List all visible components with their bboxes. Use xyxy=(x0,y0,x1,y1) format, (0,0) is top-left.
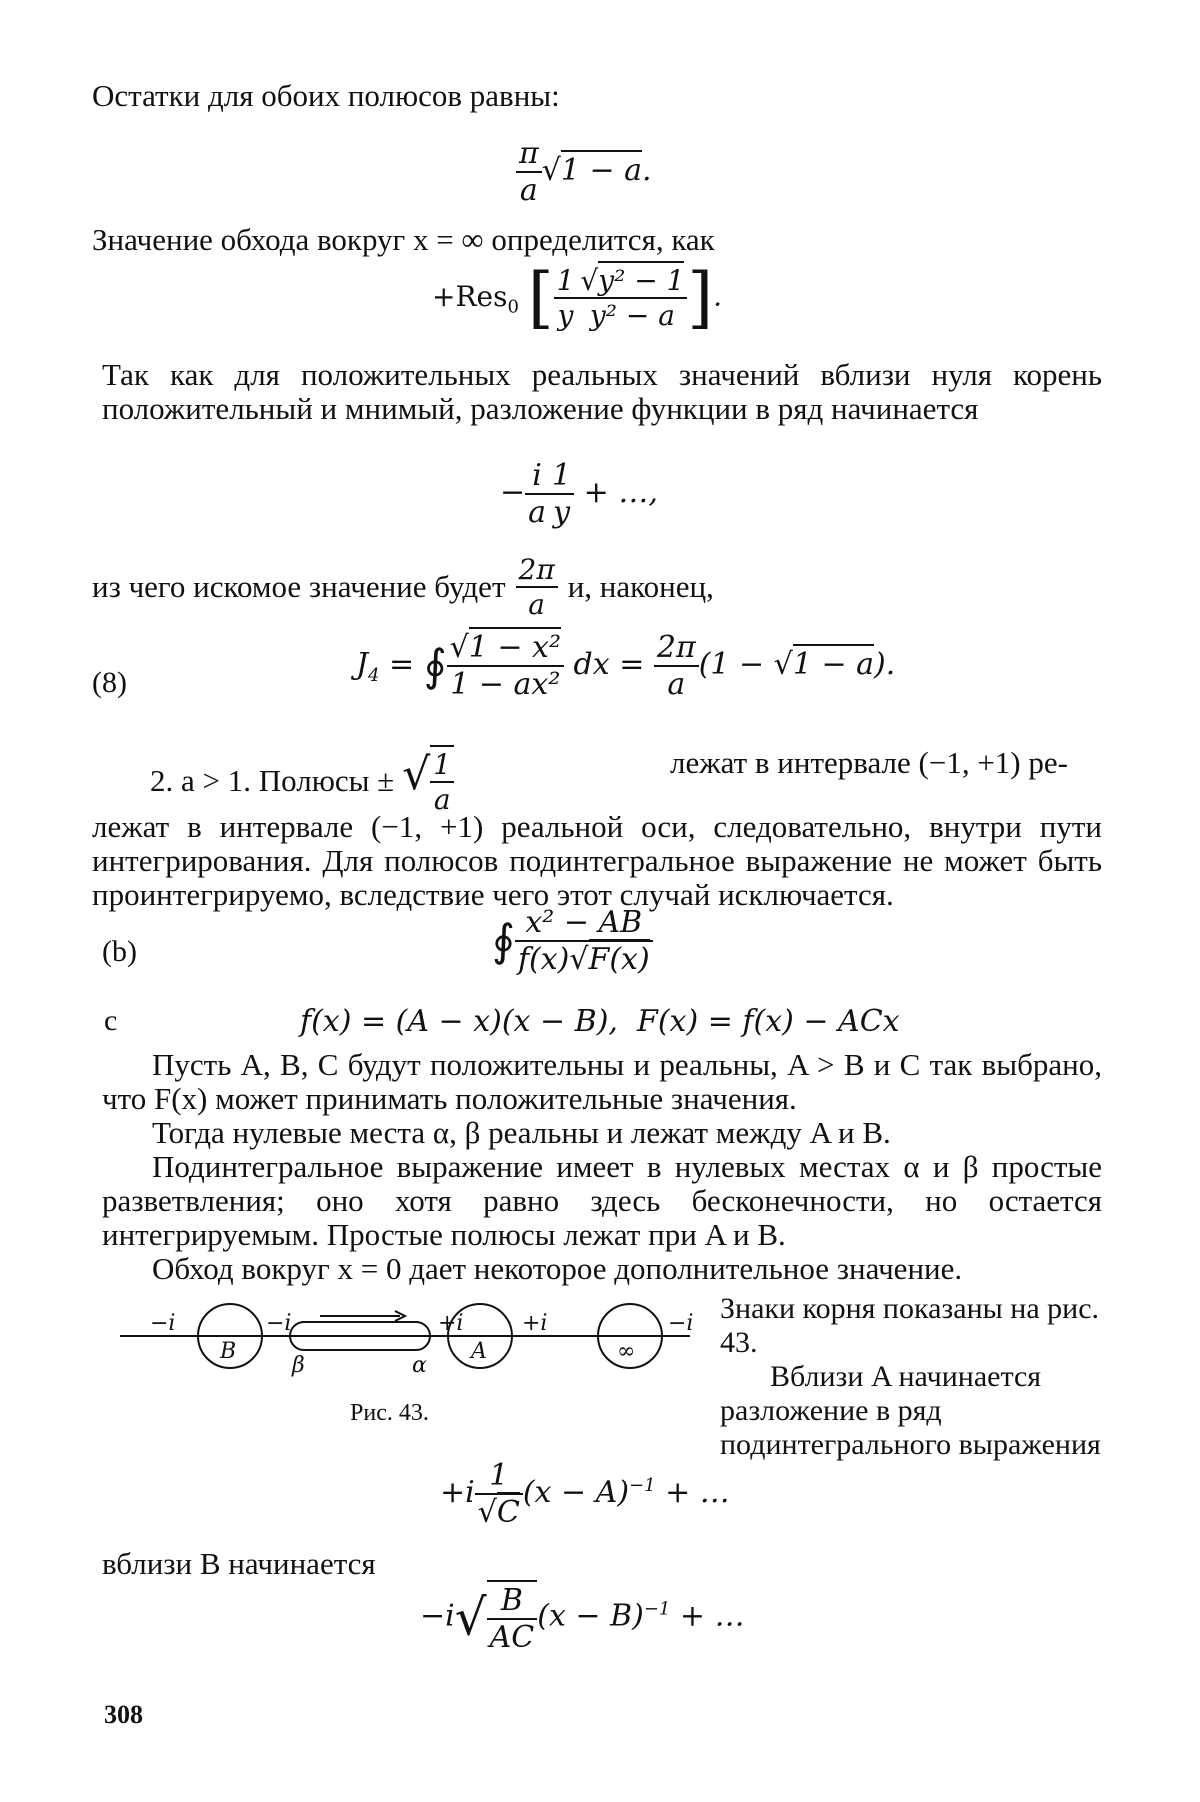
paragraph-zeros: Тогда нулевые места α, β реальны и лежат между A и B. xyxy=(152,1115,891,1150)
figure-sign-2: −i xyxy=(266,1311,292,1336)
figure-sign-4: +i xyxy=(522,1311,548,1336)
figure-node-a: A xyxy=(471,1339,487,1364)
paragraph-case-2-start: 2. a > 1. Полюсы ± √ $\frac{1}{a}$ xyxy=(150,745,462,816)
paragraph-signs: Знаки корня показаны на рис. 43. xyxy=(720,1292,1100,1359)
paragraph-result: из чего искомое значение будет $\frac{2\pi}{a}$ и, наконец, xyxy=(92,553,714,621)
equation-number-8: (8) xyxy=(92,666,127,699)
figure-node-b: B xyxy=(220,1339,237,1364)
figure-caption: Рис. 43. xyxy=(350,1400,429,1426)
formula-residue: $\frac{\pi}{a}$ √1 − a. xyxy=(516,136,652,208)
page-number: 308 xyxy=(104,1700,143,1729)
formula-near-b: −i√ $\frac{B}{AC}$ $(x - B)^{-1}$ + … xyxy=(420,1580,745,1655)
paragraph-residues: Остатки для обоих полюсов равны: xyxy=(92,78,560,113)
paragraph-contour-zero: Обход вокруг x = 0 дает некоторое дополнительное значение. xyxy=(152,1251,963,1286)
case-2-text: 2. a > 1. Полюсы ± xyxy=(150,762,395,798)
formula-near-a: +i $\frac{1}{√C}$ $(x - A)^{-1}$ + … xyxy=(440,1458,730,1530)
paragraph-case-2: лежат в интервале (−1, +1) реальной оси, следовательно, внутри пути интегрирования. Для полюсов подинтегральное выражение не может быть проинтегрируемо, вследствие чего этот случай исключается. xyxy=(92,809,1102,912)
equation-label-b: (b) xyxy=(102,935,137,968)
paragraph-near-a: Вблизи A начинается разложение в ряд подинтегрального выражения xyxy=(720,1360,1101,1461)
result-text: из чего искомое значение будет xyxy=(92,569,506,604)
formula-expansion: − $\frac{i}{a}$ $\frac{1}{y}$ + …, xyxy=(500,458,658,530)
paragraph-expansion: Так как для положительных реальных значений вблизи нуля корень положительный и мнимый, разложение функции в ряд начинается xyxy=(102,357,1102,426)
paragraph-branching: Подинтегральное выражение имеет в нулевых местах α и β простые разветвления; оно хотя равно здесь бесконечности, но остается интегрируемым. Простые полюсы лежат при A и B. xyxy=(102,1149,1102,1252)
formula-definitions: f(x) = (A − x)(x − B), F(x) = f(x) − ACx xyxy=(300,1004,900,1039)
paragraph-infinity: Значение обхода вокруг x = ∞ определится, как xyxy=(92,222,715,257)
finally-text: и, наконец, xyxy=(567,569,714,604)
case-2-line1-continuation: лежат в интервале (−1, +1) ре- xyxy=(670,745,1068,780)
figure-sign-1: −i xyxy=(150,1311,176,1336)
paragraph-assume: Пусть A, B, C будут положительны и реальны, A > B и C так выбрано, что F(x) может принимать положительные значения. xyxy=(102,1047,1102,1116)
figure-node-infinity: ∞ xyxy=(617,1339,636,1364)
formula-res-infinity: +Res$_0$ [ $\frac{1}{y}$ $\frac{\text{√y² − 1}}{\text{y² − a}}$ ]. xyxy=(432,259,723,336)
figure-sign-5: −i xyxy=(668,1311,694,1336)
figure-branch-beta: β xyxy=(292,1353,305,1378)
formula-j4: $J_4$ = ∮ $\frac{\text{√1 − x²}}{\text{1 − ax²}}$ dx = $\frac{2\pi}{a}$ (1 − √1 − a). xyxy=(356,630,895,702)
figure-branch-alpha: α xyxy=(412,1353,427,1378)
figure-sign-3: +i xyxy=(438,1311,464,1336)
formula-integral-b: ∮ $\frac{\text{x² − AB}}{f(x)√F(x)}$ xyxy=(492,905,653,977)
label-c: c xyxy=(104,1004,118,1037)
paragraph-near-b: вблизи B начинается xyxy=(102,1546,376,1581)
